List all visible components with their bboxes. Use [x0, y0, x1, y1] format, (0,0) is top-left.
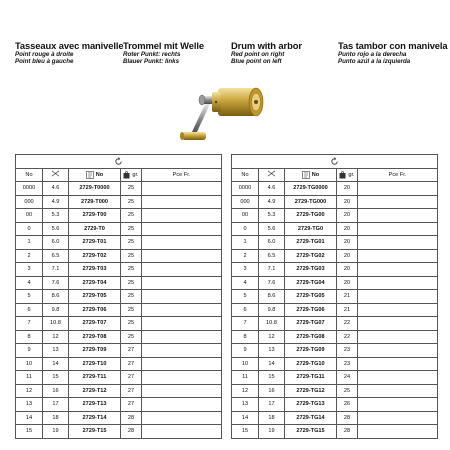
cell-diameter: 17	[43, 398, 69, 412]
table-row	[16, 344, 222, 358]
cell-diameter: 4.6	[259, 182, 285, 196]
cell-diameter: 19	[43, 425, 69, 439]
cell-diameter: 9.8	[43, 303, 69, 317]
cell-price	[358, 195, 438, 209]
cell-weight: 25	[121, 222, 142, 236]
cell-no: 00	[232, 209, 259, 223]
cell-weight: 20	[337, 249, 358, 263]
cell-weight: 25	[121, 182, 142, 196]
cell-diameter: 12	[259, 330, 285, 344]
cell-weight: 20	[337, 276, 358, 290]
cell-part-number: 2729-T10	[69, 357, 121, 371]
cell-part-number: 2729-T01	[69, 236, 121, 250]
cell-no: 13	[232, 398, 259, 412]
table-row	[16, 317, 222, 331]
cell-diameter: 18	[259, 411, 285, 425]
table-row	[16, 398, 222, 412]
col-no: No	[16, 168, 43, 182]
heading-english	[231, 40, 302, 65]
col-part-number-label: No	[95, 171, 104, 178]
cell-no: 13	[16, 398, 43, 412]
cell-weight: 28	[337, 411, 358, 425]
table-row	[232, 209, 438, 223]
table-row	[16, 182, 222, 196]
cell-price	[142, 344, 222, 358]
cell-price	[142, 371, 222, 385]
table-row	[232, 398, 438, 412]
cell-no: 3	[232, 263, 259, 277]
cell-no: 0000	[16, 182, 43, 196]
cell-weight: 23	[337, 357, 358, 371]
cell-no: 15	[232, 425, 259, 439]
cell-price	[142, 411, 222, 425]
cell-diameter: 14	[43, 357, 69, 371]
cell-price	[358, 330, 438, 344]
col-diameter	[259, 168, 285, 182]
cell-weight: 28	[121, 425, 142, 439]
cell-diameter: 6.5	[43, 249, 69, 263]
cell-price	[358, 357, 438, 371]
cell-no: 000	[232, 195, 259, 209]
cell-no: 10	[16, 357, 43, 371]
table-row	[16, 222, 222, 236]
diameter-icon	[267, 170, 276, 177]
cell-part-number: 2729-TG01	[285, 236, 337, 250]
table-row	[16, 209, 222, 223]
part-number-icon	[86, 171, 94, 179]
cell-diameter: 5.6	[259, 222, 285, 236]
cell-weight: 20	[337, 236, 358, 250]
table-row	[16, 236, 222, 250]
heading-french	[15, 40, 124, 65]
cell-diameter: 4.9	[43, 195, 69, 209]
cell-price	[358, 236, 438, 250]
cell-weight: 20	[337, 209, 358, 223]
cell-price	[358, 398, 438, 412]
cell-no: 14	[16, 411, 43, 425]
cell-no: 5	[16, 290, 43, 304]
heading-subtitle: Point rouge à droite	[15, 51, 74, 58]
cell-price	[142, 398, 222, 412]
cell-part-number: 2729-T09	[69, 344, 121, 358]
cell-weight: 20	[337, 182, 358, 196]
diameter-icon	[51, 170, 60, 177]
cell-price	[358, 263, 438, 277]
cell-price	[142, 357, 222, 371]
cell-weight: 25	[121, 330, 142, 344]
cell-part-number: 2729-TG04	[285, 276, 337, 290]
table-row	[232, 411, 438, 425]
cell-part-number: 2729-T12	[69, 384, 121, 398]
heading-subtitle: Blauer Punkt: links	[123, 58, 180, 66]
cell-weight: 23	[337, 344, 358, 358]
cell-weight: 27	[121, 398, 142, 412]
cell-part-number: 2729-T15	[69, 425, 121, 439]
cell-diameter: 10.8	[43, 317, 69, 331]
cell-weight: 22	[337, 330, 358, 344]
cell-diameter: 17	[259, 398, 285, 412]
table-row	[232, 236, 438, 250]
table-row	[232, 182, 438, 196]
cell-weight: 27	[121, 357, 142, 371]
table-row	[232, 330, 438, 344]
table-row	[16, 425, 222, 439]
cell-weight: 20	[337, 263, 358, 277]
cell-weight: 27	[121, 344, 142, 358]
cell-no: 00	[16, 209, 43, 223]
cell-no: 14	[232, 411, 259, 425]
cell-part-number: 2729-TG14	[285, 411, 337, 425]
cell-part-number: 2729-TG09	[285, 344, 337, 358]
cell-no: 0	[232, 222, 259, 236]
cell-price	[358, 249, 438, 263]
table-row	[232, 263, 438, 277]
cell-no: 8	[16, 330, 43, 344]
cell-diameter: 6.0	[43, 236, 69, 250]
cell-diameter: 8.6	[259, 290, 285, 304]
table-row	[232, 276, 438, 290]
cell-diameter: 4.6	[43, 182, 69, 196]
cell-weight: 25	[121, 263, 142, 277]
cell-price	[358, 290, 438, 304]
cell-diameter: 4.9	[259, 195, 285, 209]
cell-diameter: 12	[43, 330, 69, 344]
cell-no: 15	[16, 425, 43, 439]
table-row	[232, 249, 438, 263]
table-row	[232, 303, 438, 317]
cell-price	[142, 303, 222, 317]
left-spec-table	[15, 154, 222, 439]
cell-no: 11	[16, 371, 43, 385]
cell-price	[142, 263, 222, 277]
cell-no: 5	[232, 290, 259, 304]
table-row	[232, 195, 438, 209]
cell-part-number: 2729-TG11	[285, 371, 337, 385]
table-row	[16, 384, 222, 398]
cell-diameter: 15	[259, 371, 285, 385]
cell-weight: 25	[121, 195, 142, 209]
cell-price	[142, 209, 222, 223]
cell-diameter: 19	[259, 425, 285, 439]
heading-title: Tas tambor con manivela	[338, 40, 448, 51]
cell-weight: 21	[337, 290, 358, 304]
heading-subtitle: Roter Punkt: rechts	[123, 51, 181, 58]
table-header-row	[232, 168, 438, 182]
cell-part-number: 2729-T04	[69, 276, 121, 290]
catalog-headings	[0, 40, 450, 70]
col-weight-label: gr.	[132, 171, 139, 178]
cell-part-number: 2729-T07	[69, 317, 121, 331]
table-row	[16, 195, 222, 209]
cell-part-number: 2729-TG10	[285, 357, 337, 371]
table-row	[16, 371, 222, 385]
cell-weight: 25	[121, 290, 142, 304]
cell-diameter: 7.1	[259, 263, 285, 277]
cell-weight: 27	[121, 371, 142, 385]
cell-diameter: 9.8	[259, 303, 285, 317]
col-diameter	[43, 168, 69, 182]
cell-price	[358, 276, 438, 290]
cell-diameter: 18	[43, 411, 69, 425]
cell-part-number: 2729-T0	[69, 222, 121, 236]
heading-subtitle: Punto azúl a la izquierda	[338, 58, 411, 66]
cell-diameter: 13	[259, 344, 285, 358]
table-row	[232, 344, 438, 358]
cell-part-number: 2729-T14	[69, 411, 121, 425]
col-price: Pce Fr.	[358, 168, 438, 182]
cell-weight: 27	[121, 384, 142, 398]
cell-no: 000	[16, 195, 43, 209]
cell-weight: 26	[337, 398, 358, 412]
cell-no: 4	[16, 276, 43, 290]
cell-no: 2	[232, 249, 259, 263]
cell-weight: 24	[337, 371, 358, 385]
cell-part-number: 2729-TG0000	[285, 182, 337, 196]
rotate-icon	[330, 157, 339, 166]
cell-part-number: 2729-TG12	[285, 384, 337, 398]
right-table-body	[232, 182, 438, 439]
cell-diameter: 7.6	[259, 276, 285, 290]
col-weight	[121, 168, 142, 182]
table-row	[16, 411, 222, 425]
table-row	[16, 276, 222, 290]
cell-price	[142, 249, 222, 263]
cell-diameter: 16	[43, 384, 69, 398]
col-part-number-label: No	[311, 171, 320, 178]
cell-price	[358, 425, 438, 439]
cell-price	[358, 303, 438, 317]
cell-weight: 20	[337, 222, 358, 236]
cell-no: 7	[232, 317, 259, 331]
table-row	[16, 357, 222, 371]
cell-price	[142, 222, 222, 236]
cell-price	[142, 182, 222, 196]
cell-part-number: 2729-T000	[69, 195, 121, 209]
table-row	[16, 249, 222, 263]
col-price: Pce Fr.	[142, 168, 222, 182]
cell-diameter: 5.3	[43, 209, 69, 223]
cell-weight: 28	[337, 425, 358, 439]
cell-part-number: 2729-T06	[69, 303, 121, 317]
cell-diameter: 5.3	[259, 209, 285, 223]
cell-weight: 22	[337, 317, 358, 331]
drum-with-arbor-image	[178, 82, 278, 152]
table-row	[16, 290, 222, 304]
cell-no: 8	[232, 330, 259, 344]
cell-no: 12	[232, 384, 259, 398]
cell-no: 7	[16, 317, 43, 331]
cell-no: 6	[232, 303, 259, 317]
cell-part-number: 2729-T00	[69, 209, 121, 223]
cell-diameter: 7.6	[43, 276, 69, 290]
col-part-number	[69, 168, 121, 182]
cell-price	[142, 330, 222, 344]
heading-german	[123, 40, 204, 65]
cell-part-number: 2729-T08	[69, 330, 121, 344]
cell-part-number: 2729-TG06	[285, 303, 337, 317]
heading-subtitle: Red point on right	[231, 51, 285, 58]
table-row	[232, 384, 438, 398]
weight-scale-icon	[123, 171, 130, 179]
rotate-icon	[114, 157, 123, 166]
cell-part-number: 2729-T13	[69, 398, 121, 412]
cell-price	[358, 182, 438, 196]
cell-diameter: 5.6	[43, 222, 69, 236]
table-row	[16, 303, 222, 317]
cell-weight: 21	[337, 303, 358, 317]
cell-no: 0000	[232, 182, 259, 196]
cell-price	[142, 290, 222, 304]
part-number-icon	[302, 171, 310, 179]
cell-no: 3	[16, 263, 43, 277]
cell-diameter: 7.1	[43, 263, 69, 277]
weight-scale-icon	[339, 171, 346, 179]
cell-part-number: 2729-T05	[69, 290, 121, 304]
table-title-row	[232, 155, 438, 169]
cell-diameter: 6.0	[259, 236, 285, 250]
table-title-row	[16, 155, 222, 169]
cell-price	[142, 236, 222, 250]
cell-part-number: 2729-T11	[69, 371, 121, 385]
cell-weight: 25	[121, 276, 142, 290]
cell-price	[358, 317, 438, 331]
cell-diameter: 10.8	[259, 317, 285, 331]
cell-no: 6	[16, 303, 43, 317]
cell-diameter: 8.6	[43, 290, 69, 304]
cell-part-number: 2729-TG03	[285, 263, 337, 277]
cell-price	[142, 276, 222, 290]
table-row	[232, 222, 438, 236]
cell-weight: 25	[121, 249, 142, 263]
heading-title: Drum with arbor	[231, 40, 302, 51]
cell-part-number: 2729-T02	[69, 249, 121, 263]
table-header-row	[16, 168, 222, 182]
table-row	[232, 357, 438, 371]
cell-part-number: 2729-TG05	[285, 290, 337, 304]
cell-price	[358, 222, 438, 236]
cell-diameter: 16	[259, 384, 285, 398]
col-weight	[337, 168, 358, 182]
right-spec-table	[231, 154, 438, 439]
cell-no: 0	[16, 222, 43, 236]
cell-part-number: 2729-TG07	[285, 317, 337, 331]
cell-weight: 28	[121, 411, 142, 425]
cell-price	[358, 209, 438, 223]
cell-diameter: 15	[43, 371, 69, 385]
cell-no: 1	[16, 236, 43, 250]
cell-price	[142, 195, 222, 209]
cell-no: 9	[16, 344, 43, 358]
cell-part-number: 2729-TG00	[285, 209, 337, 223]
heading-spanish	[338, 40, 448, 65]
cell-part-number: 2729-TG15	[285, 425, 337, 439]
cell-part-number: 2729-TG13	[285, 398, 337, 412]
cell-diameter: 6.5	[259, 249, 285, 263]
cell-price	[142, 425, 222, 439]
cell-weight: 25	[121, 236, 142, 250]
cell-weight: 25	[121, 303, 142, 317]
left-table-body	[16, 182, 222, 439]
cell-price	[358, 411, 438, 425]
heading-subtitle: Punto rojo a la derecha	[338, 51, 407, 58]
col-weight-label: gr.	[348, 171, 355, 178]
cell-weight: 20	[337, 195, 358, 209]
cell-no: 4	[232, 276, 259, 290]
cell-part-number: 2729-TG000	[285, 195, 337, 209]
cell-price	[142, 317, 222, 331]
heading-title: Trommel mit Welle	[123, 40, 204, 51]
cell-weight: 25	[121, 317, 142, 331]
cell-weight: 25	[121, 209, 142, 223]
table-row	[232, 317, 438, 331]
table-row	[16, 330, 222, 344]
cell-part-number: 2729-TG08	[285, 330, 337, 344]
table-row	[232, 290, 438, 304]
cell-part-number: 2729-TG0	[285, 222, 337, 236]
cell-part-number: 2729-T0000	[69, 182, 121, 196]
cell-no: 9	[232, 344, 259, 358]
cell-part-number: 2729-T03	[69, 263, 121, 277]
cell-no: 1	[232, 236, 259, 250]
cell-price	[358, 344, 438, 358]
table-row	[232, 425, 438, 439]
table-row	[232, 371, 438, 385]
table-row	[16, 263, 222, 277]
cell-part-number: 2729-TG02	[285, 249, 337, 263]
cell-diameter: 14	[259, 357, 285, 371]
col-part-number	[285, 168, 337, 182]
heading-subtitle: Blue point on left	[231, 58, 282, 66]
heading-subtitle: Point bleu à gauche	[15, 58, 74, 66]
cell-no: 2	[16, 249, 43, 263]
cell-weight: 25	[337, 384, 358, 398]
col-no: No	[232, 168, 259, 182]
cell-price	[142, 384, 222, 398]
cell-diameter: 13	[43, 344, 69, 358]
cell-no: 11	[232, 371, 259, 385]
cell-no: 12	[16, 384, 43, 398]
cell-no: 10	[232, 357, 259, 371]
cell-price	[358, 371, 438, 385]
cell-price	[358, 384, 438, 398]
heading-title: Tasseaux avec manivelle	[15, 40, 124, 51]
